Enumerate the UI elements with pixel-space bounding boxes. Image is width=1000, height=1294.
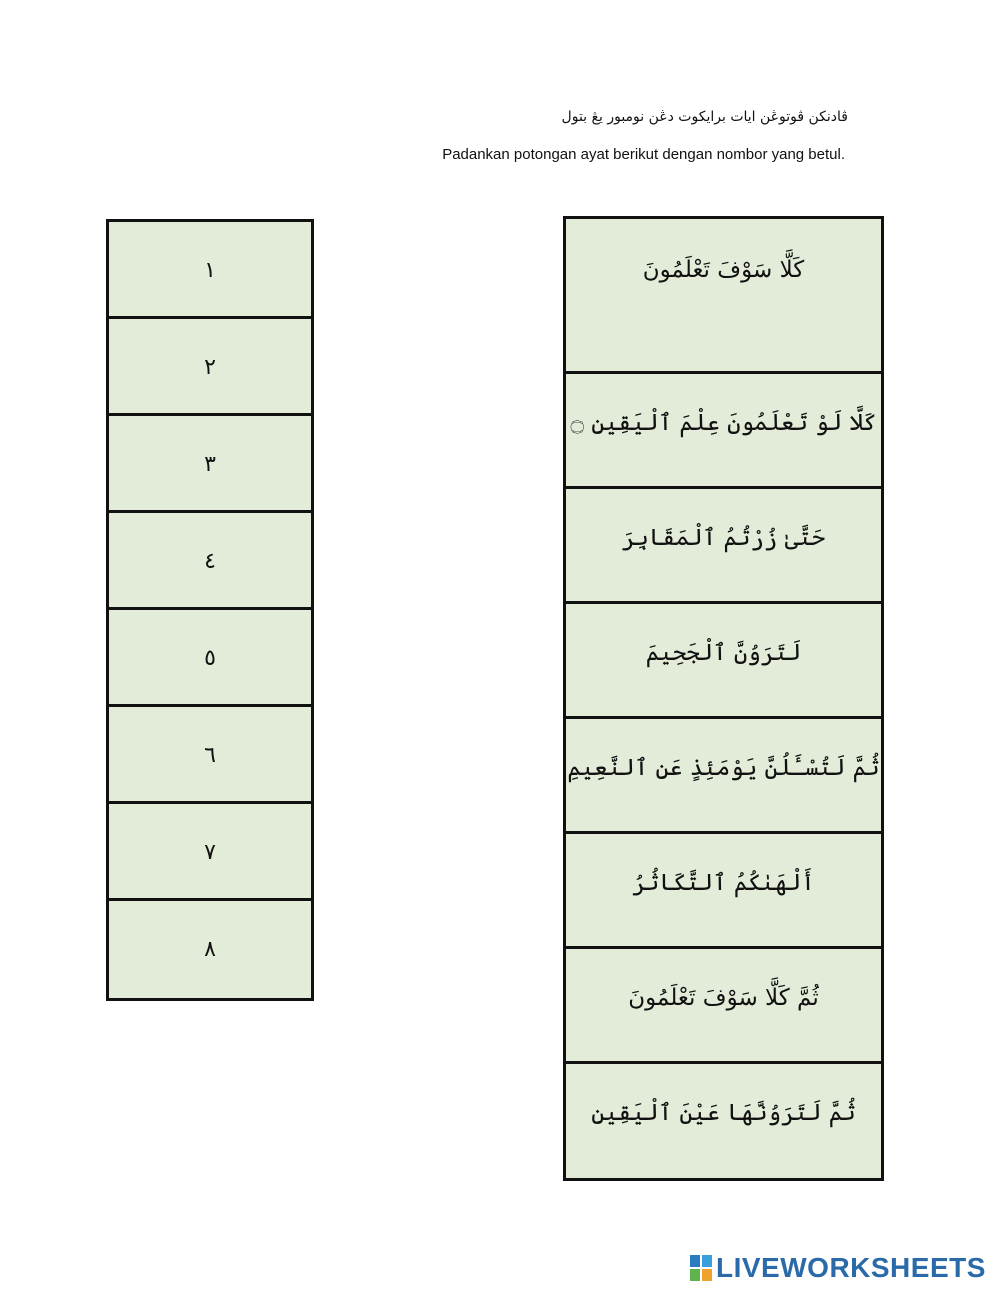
verse-cell-7[interactable] bbox=[566, 949, 881, 1064]
numbers-column bbox=[106, 219, 314, 1001]
number-cell-8[interactable] bbox=[109, 901, 311, 998]
number-cell-4[interactable] bbox=[109, 513, 311, 610]
verse-text: حَتَّىٰ زُرْتُمُ ٱلْمَقَابِرَ bbox=[621, 525, 826, 551]
number-label: ٥ bbox=[204, 646, 216, 671]
number-cell-6[interactable] bbox=[109, 707, 311, 804]
number-cell-3[interactable] bbox=[109, 416, 311, 513]
verses-column bbox=[563, 216, 884, 1181]
liveworksheets-logo bbox=[690, 1252, 986, 1284]
instruction-jawi: ڤادنكن ڤوتوڠن ايات برايكوت دڠن نومبور يڠ بتول bbox=[561, 109, 848, 125]
number-label: ٧ bbox=[204, 840, 216, 865]
verse-cell-6[interactable] bbox=[566, 834, 881, 949]
verse-text: أَلْهَىٰكُمُ ٱلتَّكَاثُرُ bbox=[632, 870, 815, 896]
liveworksheets-logo-icon bbox=[690, 1255, 712, 1281]
verse-cell-4[interactable] bbox=[566, 604, 881, 719]
number-label: ٨ bbox=[204, 937, 216, 962]
verse-cell-5[interactable] bbox=[566, 719, 881, 834]
verse-cell-8[interactable] bbox=[566, 1064, 881, 1178]
number-cell-2[interactable] bbox=[109, 319, 311, 416]
verse-text: لَتَرَوُنَّ ٱلْجَحِيمَ bbox=[645, 640, 802, 666]
instruction-malay: Padankan potongan ayat berikut dengan nombor yang betul. bbox=[442, 146, 845, 163]
verse-cell-3[interactable] bbox=[566, 489, 881, 604]
number-label: ٢ bbox=[204, 355, 216, 380]
number-cell-7[interactable] bbox=[109, 804, 311, 901]
number-cell-5[interactable] bbox=[109, 610, 311, 707]
verse-text: كَلَّا سَوْفَ تَعْلَمُونَ bbox=[642, 257, 805, 283]
verse-text: ثُمَّ لَتُسْـَٔلُنَّ يَوْمَئِذٍ عَنِ ٱلنَّعِيمِ bbox=[567, 755, 880, 781]
number-label: ٣ bbox=[204, 452, 216, 477]
number-cell-1[interactable] bbox=[109, 222, 311, 319]
number-label: ٦ bbox=[204, 743, 216, 768]
verse-cell-1[interactable] bbox=[566, 219, 881, 374]
logo-text: LIVEWORKSHEETS bbox=[716, 1252, 986, 1283]
verse-text: ثُمَّ كَلَّا سَوْفَ تَعْلَمُونَ bbox=[628, 985, 819, 1011]
number-label: ١ bbox=[204, 258, 216, 283]
verse-text: كَلَّا لَوْ تَعْلَمُونَ عِلْمَ ٱلْيَقِينِ ۝ bbox=[570, 410, 877, 436]
verse-cell-2[interactable] bbox=[566, 374, 881, 489]
number-label: ٤ bbox=[204, 549, 216, 574]
verse-text: ثُمَّ لَتَرَوُنَّهَا عَيْنَ ٱلْيَقِينِ bbox=[591, 1100, 856, 1126]
